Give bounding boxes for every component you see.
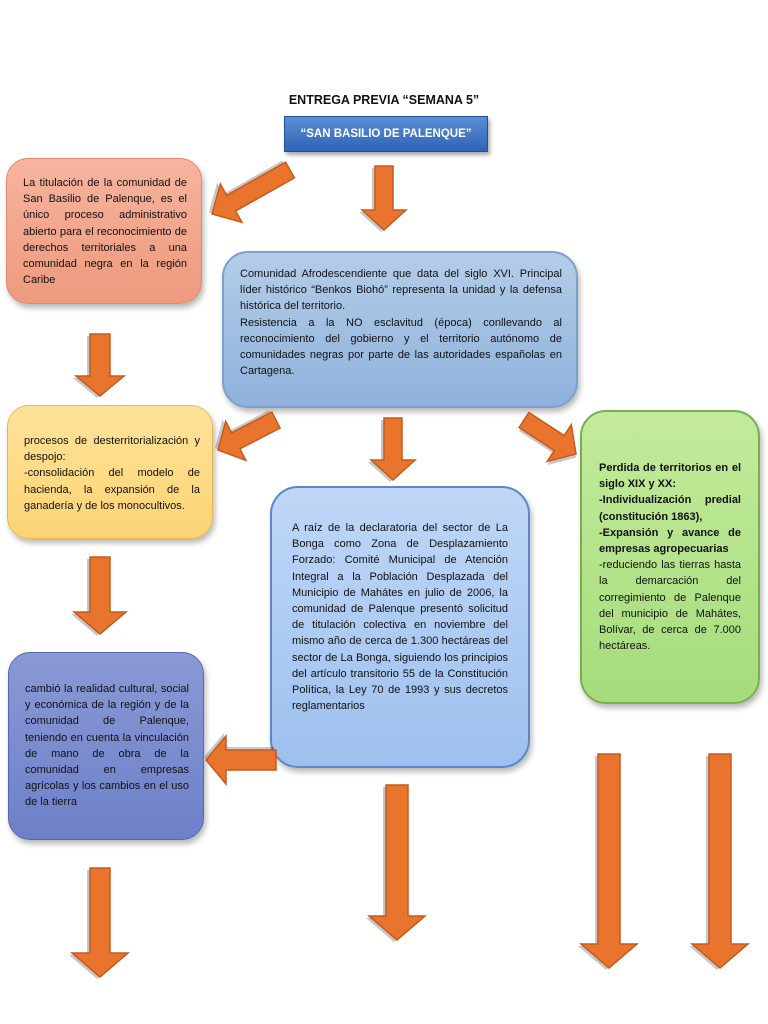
arrow-titulacion-to-procesos-shape: [76, 334, 124, 396]
arrow-title-to-titulacion: [198, 148, 301, 234]
procesos-text-1: procesos de desterritorialización y despojo:: [24, 435, 200, 464]
perdida-text-1: Perdida de territorios en el siglo XIX y XX:: [599, 462, 741, 491]
perdida-text-2: -Individualización predial (constitución 1863),: [599, 494, 741, 523]
arrow-declaratoria-down: [366, 785, 425, 942]
title-text: “SAN BASILIO DE PALENQUE”: [300, 128, 472, 140]
comunidad-text-2: Resistencia a la NO esclavitud (época) conllevando al reconocimiento del gobierno y el territorio autónomo de comunidades negras por parte de las autoridades españolas en Cartagena.: [240, 316, 562, 378]
arrow-procesos-to-cambio: [71, 557, 126, 636]
arrow-titulacion-to-procesos: [73, 334, 124, 398]
arrow-declaratoria-to-cambio: [204, 733, 276, 784]
arrow-comunidad-to-procesos: [205, 398, 286, 471]
perdida-text-3: -Expansión y avance de empresas agropecuarias: [599, 526, 741, 556]
arrow-title-to-comunidad: [359, 166, 406, 232]
arrow-perdida-down-left: [578, 754, 637, 970]
perdida-text-4: -reduciendo las tierras hasta la demarcación del corregimiento de Palenque del municipio de Mahátes, Bolívar, de cerca de 7.000 hectáreas.: [599, 559, 741, 653]
arrow-perdida-down-right: [689, 754, 748, 970]
procesos-text-2: -consolidación del modelo de hacienda, la expansión de la ganadería y de los monocultivos.: [24, 467, 200, 512]
arrow-perdida-down-right-shape: [692, 754, 748, 968]
declaratoria-text: A raíz de la declaratoria del sector de La Bonga como Zona de Desplazamiento Forzado: Comité Municipal de Atención Integral a la Población Desplazada del Municipio de Mahátes en julio de 2006, la comunidad de Palenque presentó solicitud de titulación colectiva en noviembre del mismo año de cerca de 1.300 hectáreas del sector de La Bonga, siguiendo los principios del artículo transitorio 55 de la Constitución Política, la Ley 70 de 1993 y sus decretos reglamentarios: [292, 522, 508, 713]
arrow-cambio-down-shape: [72, 868, 128, 977]
comunidad-text-1: Comunidad Afrodescendiente que data del siglo XVI. Principal líder histórico “Benkos Biohó” representa la unidad y la defensa histórica del territorio.: [240, 268, 562, 313]
cambio-text: cambió la realidad cultural, social y económica de la región y de la comunidad de Palenque, teniendo en cuenta la vinculación de mano de obra de la comunidad en empresas agrícolas y los cambios en el uso de la tierra: [25, 683, 189, 809]
titulacion-text: La titulación de la comunidad de San Basilio de Palenque, es el único proceso administrativo abierto para el reconocimiento de derechos territoriales a una comunidad negra en la región Caribe: [23, 177, 187, 287]
arrow-declaratoria-down-shape: [369, 785, 425, 940]
arrow-cambio-down: [69, 868, 128, 979]
arrow-comunidad-to-declaratoria: [368, 418, 415, 482]
page-heading: ENTREGA PREVIA “SEMANA 5”: [288, 93, 480, 107]
arrow-perdida-down-left-shape: [581, 754, 637, 968]
arrow-comunidad-to-perdida: [510, 402, 589, 476]
